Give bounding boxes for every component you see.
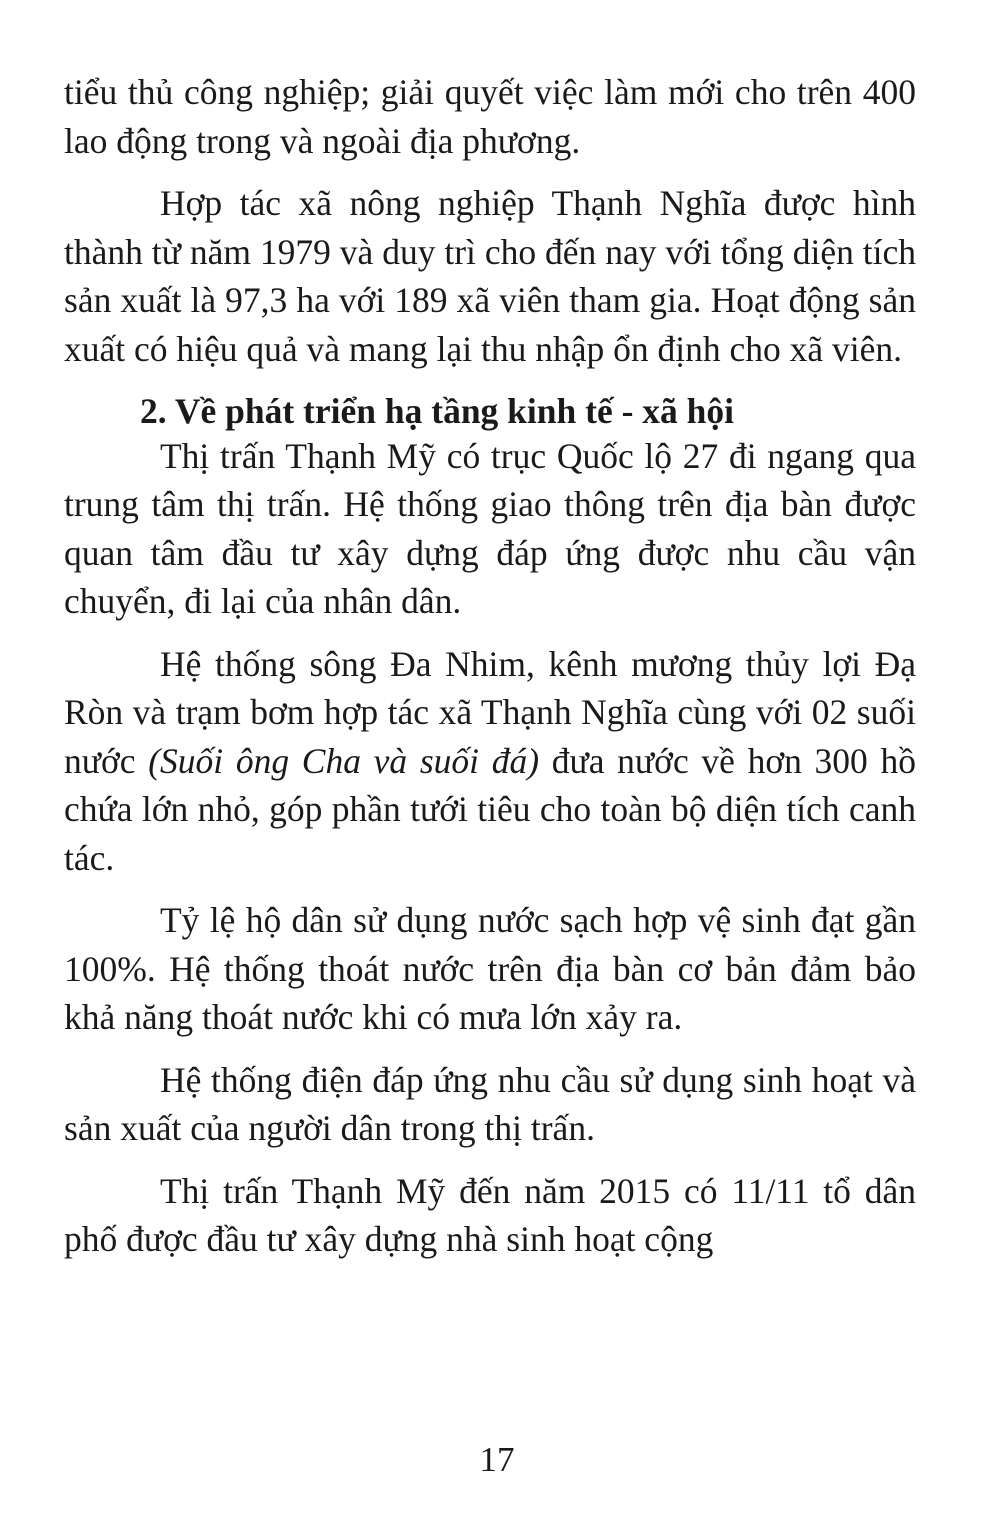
paragraph-irrigation (64, 640, 916, 883)
section-heading: 2. Về phát triển hạ tầng kinh tế - xã hội (140, 391, 735, 431)
paragraph-transport: Thị trấn Thạnh Mỹ có trục Quốc lộ 27 đi ngang qua trung tâm thị trấn. Hệ thống giao thông trên địa bàn được quan tâm đầu tư xây dựng đáp ứng được nhu cầu vận chuyển, đi lại của nhân dân. (64, 435, 916, 621)
paragraph-irrigation-text-b: đưa nước về hơn 300 hồ chứa lớn nhỏ, góp phần tưới tiêu cho toàn bộ diện tích canh tác. (64, 740, 916, 878)
paragraph-irrigation-text-a: Hệ thống sông Đa Nhim, kênh mương thủy lợi Đạ Ròn và trạm bơm hợp tác xã Thạnh Nghĩa cùng với 02 suối nước (64, 643, 916, 781)
paragraph-electricity: Hệ thống điện đáp ứng nhu cầu sử dụng sinh hoạt và sản xuất của người dân trong thị trấn. (64, 1059, 916, 1148)
page-number: 17 (479, 1440, 515, 1479)
paragraph-continuation: tiểu thủ công nghiệp; giải quyết việc làm mới cho trên 400 lao động trong và ngoài địa phương. (64, 72, 916, 161)
page-body (64, 68, 916, 1264)
paragraph-clean-water: Tỷ lệ hộ dân sử dụng nước sạch hợp vệ sinh đạt gần 100%. Hệ thống thoát nước trên địa bàn cơ bản đảm bảo khả năng thoát nước khi có mưa lớn xảy ra. (64, 900, 916, 1037)
paragraph-cooperative: Hợp tác xã nông nghiệp Thạnh Nghĩa được hình thành từ năm 1979 và duy trì cho đến nay với tổng diện tích sản xuất là 97,3 ha với 189 xã viên tham gia. Hoạt động sản xuất có hiệu quả và mang lại thu nhập ổn định cho xã viên. (64, 183, 916, 369)
paragraph-irrigation-italic: (Suối ông Cha và suối đá) (148, 740, 540, 781)
paragraph-community-houses: Thị trấn Thạnh Mỹ đến năm 2015 có 11/11 tổ dân phố được đầu tư xây dựng nhà sinh hoạt cộng (64, 1170, 916, 1259)
